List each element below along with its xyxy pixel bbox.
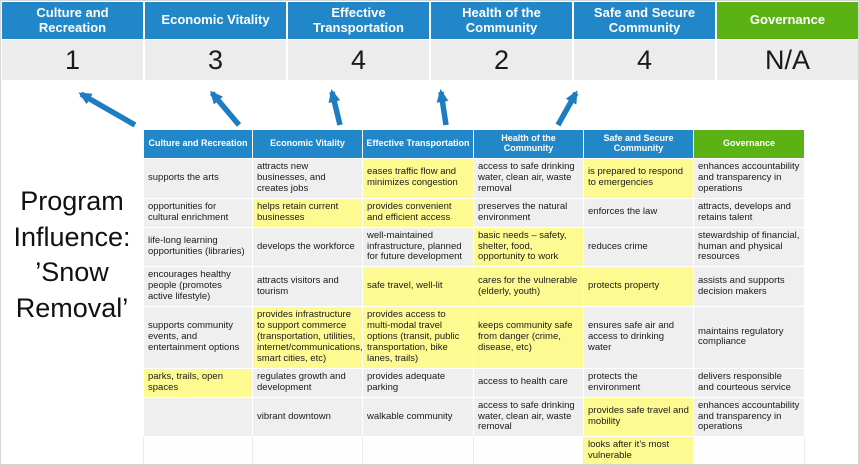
summary-item: [717, 2, 858, 80]
matrix-cell: looks after it’s most vulnerable: [584, 437, 694, 465]
matrix-cell: provides access to multi-modal travel options (transit, public transportation, bike lanes, trails): [363, 307, 474, 369]
matrix-cell: enhances accountability and transparency in operations: [694, 397, 805, 437]
matrix-cell: access to safe drinking water, clean air, waste removal: [474, 159, 584, 199]
table-row: [144, 267, 805, 307]
summary-item: [574, 2, 715, 80]
matrix-cell: develops the workforce: [253, 227, 363, 267]
summary-score: 4: [288, 40, 429, 80]
matrix-column-header: Culture and Recreation: [144, 130, 253, 159]
matrix-cell: encourages healthy people (promotes active lifestyle): [144, 267, 253, 307]
matrix-column-header: Health of the Community: [474, 130, 584, 159]
matrix-cell: attracts, develops and retains talent: [694, 198, 805, 227]
matrix-cell: walkable community: [363, 397, 474, 437]
matrix-cell: [474, 437, 584, 465]
matrix-cell: attracts visitors and tourism: [253, 267, 363, 307]
summary-label: Culture and Recreation: [2, 2, 143, 39]
matrix-cell: basic needs – safety, shelter, food, opportunity to work: [474, 227, 584, 267]
summary-score: N/A: [717, 40, 858, 80]
matrix-cell: provides safe travel and mobility: [584, 397, 694, 437]
table-row: [144, 198, 805, 227]
matrix-cell: ensures safe air and access to drinking water: [584, 307, 694, 369]
matrix-cell: [144, 437, 253, 465]
matrix-cell: opportunities for cultural enrichment: [144, 198, 253, 227]
table-row: [144, 437, 805, 465]
matrix-cell: enhances accountability and transparency in operations: [694, 159, 805, 199]
matrix-cell: [253, 437, 363, 465]
arrow-up-right-icon: [558, 93, 576, 125]
matrix-column-header: Effective Transportation: [363, 130, 474, 159]
matrix-cell: regulates growth and development: [253, 368, 363, 397]
matrix-cell: supports community events, and entertainment options: [144, 307, 253, 369]
matrix-cell: provides convenient and efficient access: [363, 198, 474, 227]
matrix-cell: safe travel, well-lit: [363, 267, 474, 307]
matrix-column-header: Economic Vitality: [253, 130, 363, 159]
matrix-cell: provides adequate parking: [363, 368, 474, 397]
table-row: [144, 368, 805, 397]
matrix-cell: attracts new businesses, and creates jobs: [253, 159, 363, 199]
arrow-up-icon: [441, 92, 446, 125]
arrows-layer: [1, 81, 859, 129]
arrow-up-left-icon: [212, 93, 239, 125]
matrix-cell: maintains regulatory compliance: [694, 307, 805, 369]
matrix-cell: parks, trails, open spaces: [144, 368, 253, 397]
summary-label: Effective Transportation: [288, 2, 429, 39]
summary-item: [431, 2, 572, 80]
matrix-cell: protects the environment: [584, 368, 694, 397]
matrix-cell: is prepared to respond to emergencies: [584, 159, 694, 199]
matrix-cell: supports the arts: [144, 159, 253, 199]
matrix-cell: delivers responsible and courteous service: [694, 368, 805, 397]
summary-item: [145, 2, 286, 80]
table-row: [144, 227, 805, 267]
arrow-up-left-icon: [81, 94, 135, 125]
table-row: [144, 397, 805, 437]
matrix-cell: stewardship of financial, human and physical resources: [694, 227, 805, 267]
program-influence-label: Program Influence: ’Snow Removal’: [13, 186, 131, 323]
table-row: [144, 307, 805, 369]
matrix-cell: vibrant downtown: [253, 397, 363, 437]
summary-score: 3: [145, 40, 286, 80]
summary-label: Safe and Secure Community: [574, 2, 715, 39]
matrix-cell: helps retain current businesses: [253, 198, 363, 227]
matrix-cell: [363, 437, 474, 465]
matrix-cell: reduces crime: [584, 227, 694, 267]
table-row: [144, 159, 805, 199]
summary-label: Health of the Community: [431, 2, 572, 39]
summary-item: [288, 2, 429, 80]
matrix-cell: access to safe drinking water, clean air, waste removal: [474, 397, 584, 437]
arrow-up-icon: [332, 92, 340, 125]
priority-summary: [2, 2, 858, 80]
matrix-column-header: Governance: [694, 130, 805, 159]
matrix-column-header: Safe and Secure Community: [584, 130, 694, 159]
summary-score: 4: [574, 40, 715, 80]
summary-score: 2: [431, 40, 572, 80]
matrix-cell: access to health care: [474, 368, 584, 397]
matrix-cell: eases traffic flow and minimizes congestion: [363, 159, 474, 199]
matrix-cell: enforces the law: [584, 198, 694, 227]
matrix-cell: preserves the natural environment: [474, 198, 584, 227]
matrix-cell: protects property: [584, 267, 694, 307]
summary-label: Economic Vitality: [145, 2, 286, 39]
matrix-cell: well-maintained infrastructure, planned for future development: [363, 227, 474, 267]
matrix-cell: keeps community safe from danger (crime, disease, etc): [474, 307, 584, 369]
matrix-cell: life-long learning opportunities (libraries): [144, 227, 253, 267]
matrix-cell: [144, 397, 253, 437]
matrix-cell: provides infrastructure to support commerce (transportation, utilities, internet/communications, smart cities, etc): [253, 307, 363, 369]
matrix-cell: cares for the vulnerable (elderly, youth): [474, 267, 584, 307]
summary-label: Governance: [717, 2, 858, 39]
summary-item: [2, 2, 143, 80]
summary-score: 1: [2, 40, 143, 80]
matrix-cell: [694, 437, 805, 465]
matrix-cell: assists and supports decision makers: [694, 267, 805, 307]
influence-matrix: [143, 129, 805, 465]
